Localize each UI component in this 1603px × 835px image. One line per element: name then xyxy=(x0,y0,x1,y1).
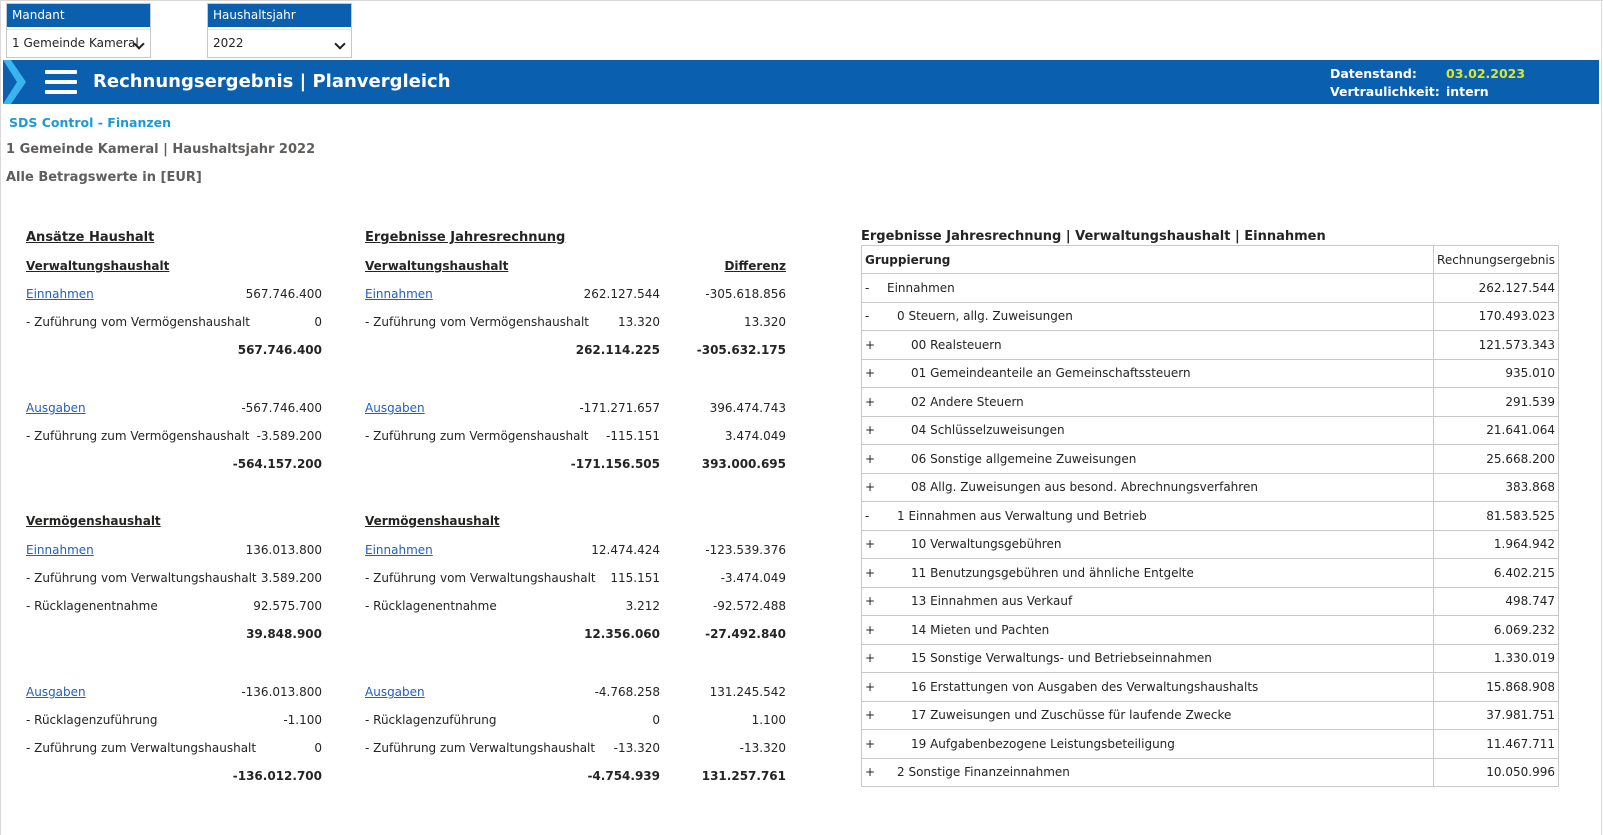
vw-einnahmen-a: 567.746.400 xyxy=(245,287,322,301)
row-label: 10 Verwaltungsgebühren xyxy=(911,537,1062,552)
expand-icon[interactable]: + xyxy=(865,651,876,666)
table-row[interactable] xyxy=(862,730,1559,759)
page-frame-top xyxy=(0,0,1603,1)
expand-icon[interactable]: + xyxy=(865,765,876,780)
expand-icon[interactable]: + xyxy=(865,423,876,438)
row-label: 16 Erstattungen von Ausgaben des Verwaltungshaushalts xyxy=(911,679,1259,694)
vw-ein-sum-a: 567.746.400 xyxy=(237,343,322,357)
table-row[interactable] xyxy=(862,616,1559,645)
row-label: 0 Steuern, allg. Zuweisungen xyxy=(897,309,1073,324)
row-value: 6.402.215 xyxy=(1434,559,1559,588)
vw-title-ansaetze: Verwaltungshaushalt xyxy=(26,259,170,273)
row-value: 10.050.996 xyxy=(1434,758,1559,787)
expand-icon[interactable]: + xyxy=(865,736,876,751)
table-row[interactable] xyxy=(862,644,1559,673)
vw-ein-zufuehrung-b: 13.320 xyxy=(618,315,660,329)
slicer-haushaltsjahr[interactable] xyxy=(207,3,352,58)
row-label-cell xyxy=(862,587,1434,616)
row-value: 37.981.751 xyxy=(1434,701,1559,730)
row-label: 17 Zuweisungen und Zuschüsse für laufende Zwecke xyxy=(911,708,1232,723)
slicer-haushaltsjahr-value: 2022 xyxy=(213,36,244,50)
vw-aus-sum-d: 393.000.695 xyxy=(701,457,786,471)
vm-ein-ruecklage-a: 92.575.700 xyxy=(253,599,322,613)
row-label: 14 Mieten und Pachten xyxy=(911,622,1050,637)
vw-aus-zufuehrung-d: 3.474.049 xyxy=(724,429,786,443)
subtitle-mandant-year: 1 Gemeinde Kameral | Haushaltsjahr 2022 xyxy=(6,142,316,157)
vw-ausgaben-link-b[interactable]: Ausgaben xyxy=(365,401,425,415)
page-title: Rechnungsergebnis | Planvergleich xyxy=(93,71,451,92)
vm-ein-ruecklage-b: 3.212 xyxy=(625,599,660,613)
differenz-title: Differenz xyxy=(724,259,786,273)
row-value: 81.583.525 xyxy=(1434,502,1559,531)
vm-ausgaben-link-a[interactable]: Ausgaben xyxy=(26,685,86,699)
row-label: 02 Andere Steuern xyxy=(911,394,1024,409)
vm-aus-ruecklage-d: 1.100 xyxy=(751,713,786,727)
row-label-cell xyxy=(862,559,1434,588)
row-value: 25.668.200 xyxy=(1434,445,1559,474)
vw-aus-zufuehrung-a: -3.589.200 xyxy=(256,429,322,443)
row-label: 08 Allg. Zuweisungen aus besond. Abrechnungsverfahren xyxy=(911,480,1258,495)
vm-aus-zufuehrung-d: -13.320 xyxy=(739,741,786,755)
row-value: 121.573.343 xyxy=(1434,331,1559,360)
vm-aus-sum-d: 131.257.761 xyxy=(701,769,786,783)
vw-ausgaben-d: 396.474.743 xyxy=(709,401,786,415)
row-label: 00 Realsteuern xyxy=(911,337,1002,352)
expand-icon[interactable]: + xyxy=(865,337,876,352)
row-label-cell xyxy=(862,445,1434,474)
expand-icon[interactable]: + xyxy=(865,394,876,409)
expand-icon[interactable]: + xyxy=(865,622,876,637)
vm-ein-sum-b: 12.356.060 xyxy=(584,627,660,641)
vw-einnahmen-link-a[interactable]: Einnahmen xyxy=(26,287,94,301)
chevron-down-icon[interactable] xyxy=(334,38,345,49)
row-label: 11 Benutzungsgebühren und ähnliche Entgelte xyxy=(911,565,1194,580)
vm-ausgaben-d: 131.245.542 xyxy=(709,685,786,699)
vw-ausgaben-a: -567.746.400 xyxy=(241,401,322,415)
vw-ein-sum-b: 262.114.225 xyxy=(575,343,660,357)
row-label-cell xyxy=(862,758,1434,787)
row-value: 262.127.544 xyxy=(1434,274,1559,303)
row-label-cell xyxy=(862,416,1434,445)
vm-aus-zufuehrung-a: 0 xyxy=(314,741,322,755)
row-label: 13 Einnahmen aus Verkauf xyxy=(911,594,1073,609)
table-row[interactable] xyxy=(862,559,1559,588)
vm-einnahmen-d: -123.539.376 xyxy=(705,543,786,557)
table-row[interactable] xyxy=(862,587,1559,616)
vw-aus-sum-b: -171.156.505 xyxy=(570,457,660,471)
vm-ausgaben-link-b[interactable]: Ausgaben xyxy=(365,685,425,699)
vw-ausgaben-link-a[interactable]: Ausgaben xyxy=(26,401,86,415)
row-label: 15 Sonstige Verwaltungs- und Betriebseinnahmen xyxy=(911,651,1212,666)
vm-title-ansaetze: Vermögenshaushalt xyxy=(26,514,161,528)
row-label-cell xyxy=(862,473,1434,502)
vw-ein-zufuehrung-label-b: - Zuführung vom Vermögenshaushalt xyxy=(365,315,590,329)
vw-aus-zufuehrung-b: -115.151 xyxy=(606,429,660,443)
vm-aus-zufuehrung-label-a: - Zuführung zum Verwaltungshaushalt xyxy=(26,741,257,755)
column-header-rechnungsergebnis[interactable]: Rechnungsergebnis xyxy=(1434,246,1559,274)
vm-ein-ruecklage-d: -92.572.488 xyxy=(712,599,786,613)
vm-ein-ruecklage-label-b: - Rücklagenentnahme xyxy=(365,599,497,613)
row-value: 383.868 xyxy=(1434,473,1559,502)
vw-ein-zufuehrung-d: 13.320 xyxy=(744,315,786,329)
vw-aus-zufuehrung-label-b: - Zuführung zum Vermögenshaushalt xyxy=(365,429,589,443)
row-value: 935.010 xyxy=(1434,359,1559,388)
row-label-cell xyxy=(862,302,1434,331)
row-label-cell xyxy=(862,730,1434,759)
slicer-mandant[interactable] xyxy=(6,3,151,58)
row-label: 1 Einnahmen aus Verwaltung und Betrieb xyxy=(897,508,1147,523)
table-row[interactable] xyxy=(862,445,1559,474)
vertraulichkeit-label: Vertraulichkeit: xyxy=(1330,84,1440,99)
table-row[interactable] xyxy=(862,331,1559,360)
vm-ein-zufuehrung-a: 3.589.200 xyxy=(260,571,322,585)
einnahmen-matrix-table xyxy=(861,245,1559,787)
row-value: 170.493.023 xyxy=(1434,302,1559,331)
collapse-icon[interactable]: - xyxy=(865,309,870,324)
table-row[interactable] xyxy=(862,502,1559,531)
expand-icon[interactable]: + xyxy=(865,679,876,694)
row-value: 6.069.232 xyxy=(1434,616,1559,645)
row-label-cell xyxy=(862,616,1434,645)
table-title: Ergebnisse Jahresrechnung | Verwaltungshaushalt | Einnahmen xyxy=(861,229,1326,244)
slicer-mandant-value: 1 Gemeinde Kameral xyxy=(12,36,139,50)
row-label-cell xyxy=(862,388,1434,417)
vm-ein-zufuehrung-d: -3.474.049 xyxy=(720,571,786,585)
table-row[interactable] xyxy=(862,302,1559,331)
row-value: 1.330.019 xyxy=(1434,644,1559,673)
ansaetze-haushalt-title: Ansätze Haushalt xyxy=(26,230,155,245)
vw-title-ergebnisse: Verwaltungshaushalt xyxy=(365,259,509,273)
row-label-cell xyxy=(862,701,1434,730)
vw-aus-sum-a: -564.157.200 xyxy=(232,457,322,471)
slicer-mandant-select[interactable] xyxy=(7,29,150,57)
row-value: 21.641.064 xyxy=(1434,416,1559,445)
table-header-row xyxy=(862,246,1559,274)
row-value: 1.964.942 xyxy=(1434,530,1559,559)
row-label: 19 Aufgabenbezogene Leistungsbeteiligung xyxy=(911,736,1175,751)
vw-ein-zufuehrung-label-a: - Zuführung vom Vermögenshaushalt xyxy=(26,315,251,329)
vm-einnahmen-link-b[interactable]: Einnahmen xyxy=(365,543,433,557)
row-label-cell xyxy=(862,530,1434,559)
vw-ausgaben-b: -171.271.657 xyxy=(579,401,660,415)
expand-icon[interactable]: + xyxy=(865,708,876,723)
slicer-haushaltsjahr-label: Haushaltsjahr xyxy=(208,4,351,27)
collapse-icon[interactable]: - xyxy=(865,508,870,523)
row-value: 15.868.908 xyxy=(1434,673,1559,702)
header-bar xyxy=(3,60,1599,104)
vm-ein-sum-a: 39.848.900 xyxy=(246,627,322,641)
vm-ein-zufuehrung-b: 115.151 xyxy=(610,571,660,585)
table-row[interactable] xyxy=(862,701,1559,730)
vw-einnahmen-d: -305.618.856 xyxy=(705,287,786,301)
brand-arrow-icon xyxy=(3,60,29,104)
vw-einnahmen-b: 262.127.544 xyxy=(583,287,660,301)
table-row[interactable] xyxy=(862,388,1559,417)
vw-ein-zufuehrung-a: 0 xyxy=(314,315,322,329)
vm-title-ergebnisse: Vermögenshaushalt xyxy=(365,514,500,528)
vm-aus-ruecklage-label-b: - Rücklagenzuführung xyxy=(365,713,497,727)
vm-aus-ruecklage-label-a: - Rücklagenzuführung xyxy=(26,713,158,727)
expand-icon[interactable]: + xyxy=(865,537,876,552)
vm-aus-sum-b: -4.754.939 xyxy=(587,769,660,783)
vm-ausgaben-a: -136.013.800 xyxy=(241,685,322,699)
subtitle-currency: Alle Betragswerte in [EUR] xyxy=(6,170,202,185)
slicer-mandant-label: Mandant xyxy=(7,4,150,27)
table-row[interactable] xyxy=(862,274,1559,303)
vm-aus-ruecklage-b: 0 xyxy=(652,713,660,727)
expand-icon[interactable]: + xyxy=(865,366,876,381)
vm-aus-ruecklage-a: -1.100 xyxy=(283,713,322,727)
page-frame-left xyxy=(0,0,1,835)
table-row[interactable] xyxy=(862,673,1559,702)
vm-einnahmen-a: 136.013.800 xyxy=(245,543,322,557)
table-body xyxy=(862,274,1559,787)
table-row[interactable] xyxy=(862,416,1559,445)
table-row[interactable] xyxy=(862,473,1559,502)
row-label: 04 Schlüsselzuweisungen xyxy=(911,423,1065,438)
row-label-cell xyxy=(862,274,1434,303)
row-label-cell xyxy=(862,359,1434,388)
slicer-haushaltsjahr-select[interactable] xyxy=(208,29,351,57)
table-row[interactable] xyxy=(862,758,1559,787)
row-label: 01 Gemeindeanteile an Gemeinschaftssteuern xyxy=(911,366,1191,381)
vm-ein-sum-d: -27.492.840 xyxy=(705,627,786,641)
vw-aus-zufuehrung-label-a: - Zuführung zum Vermögenshaushalt xyxy=(26,429,250,443)
collapse-icon[interactable]: - xyxy=(865,280,870,295)
vm-einnahmen-link-a[interactable]: Einnahmen xyxy=(26,543,94,557)
expand-icon[interactable]: + xyxy=(865,565,876,580)
table-row[interactable] xyxy=(862,359,1559,388)
datenstand-value: 03.02.2023 xyxy=(1446,66,1526,81)
table-row[interactable] xyxy=(862,530,1559,559)
row-value: 11.467.711 xyxy=(1434,730,1559,759)
vm-ein-zufuehrung-label-a: - Zuführung vom Verwaltungshaushalt xyxy=(26,571,257,585)
row-value: 498.747 xyxy=(1434,587,1559,616)
expand-icon[interactable]: + xyxy=(865,451,876,466)
vm-ein-zufuehrung-label-b: - Zuführung vom Verwaltungshaushalt xyxy=(365,571,596,585)
vm-aus-zufuehrung-b: -13.320 xyxy=(613,741,660,755)
row-label-cell xyxy=(862,331,1434,360)
expand-icon[interactable]: + xyxy=(865,480,876,495)
ergebnisse-jahresrechnung-title: Ergebnisse Jahresrechnung xyxy=(365,230,566,245)
datenstand-label: Datenstand: xyxy=(1330,66,1417,81)
row-label: 06 Sonstige allgemeine Zuweisungen xyxy=(911,451,1137,466)
row-label: 2 Sonstige Finanzeinnahmen xyxy=(897,765,1070,780)
vertraulichkeit-value: intern xyxy=(1446,84,1489,99)
vm-aus-sum-a: -136.012.700 xyxy=(232,769,322,783)
vw-einnahmen-link-b[interactable]: Einnahmen xyxy=(365,287,433,301)
vw-ein-sum-d: -305.632.175 xyxy=(696,343,786,357)
row-label-cell xyxy=(862,502,1434,531)
menu-icon[interactable] xyxy=(45,70,77,94)
column-header-gruppierung[interactable]: Gruppierung xyxy=(862,246,1434,274)
row-label-cell xyxy=(862,644,1434,673)
row-label-cell xyxy=(862,673,1434,702)
vm-ein-ruecklage-label-a: - Rücklagenentnahme xyxy=(26,599,158,613)
row-label: Einnahmen xyxy=(887,280,955,295)
brand-label: SDS Control - Finanzen xyxy=(9,115,172,130)
vm-aus-zufuehrung-label-b: - Zuführung zum Verwaltungshaushalt xyxy=(365,741,596,755)
vm-ausgaben-b: -4.768.258 xyxy=(594,685,660,699)
row-value: 291.539 xyxy=(1434,388,1559,417)
page-frame-right xyxy=(1601,0,1602,835)
expand-icon[interactable]: + xyxy=(865,594,876,609)
vm-einnahmen-b: 12.474.424 xyxy=(591,543,660,557)
